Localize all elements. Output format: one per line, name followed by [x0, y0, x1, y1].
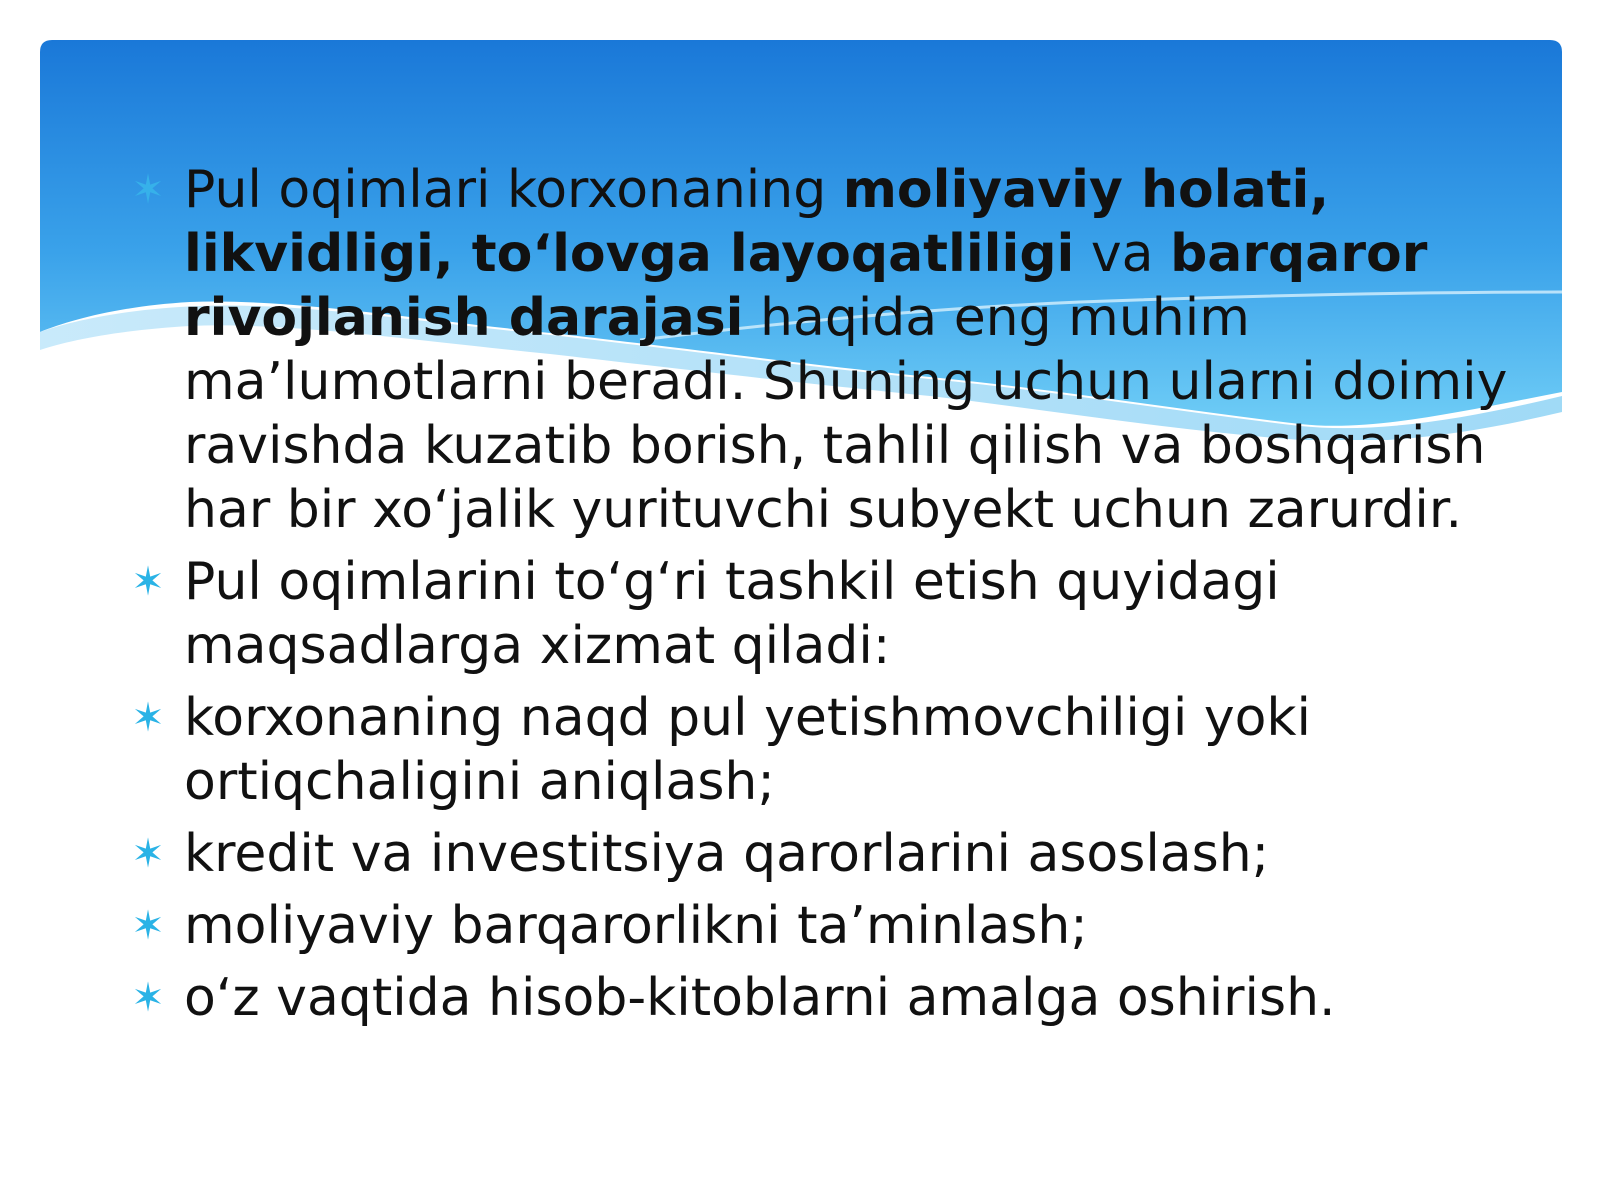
asterisk-star-icon: ✶ [131, 831, 165, 877]
list-item [130, 686, 1530, 814]
list-item [130, 822, 1530, 886]
asterisk-star-icon: ✶ [131, 903, 165, 949]
asterisk-star-icon: ✶ [131, 559, 165, 605]
list-item-text: Pul oqimlarini to‘g‘ri tashkil etish quyidagi maqsadlarga xizmat qiladi: [184, 552, 1280, 676]
bullet-list [130, 158, 1530, 1038]
list-item-text: kredit va investitsiya qarorlarini asoslash; [184, 824, 1270, 884]
list-item-intro [130, 158, 1530, 542]
list-item [130, 966, 1530, 1030]
intro-text-2: va [1074, 224, 1171, 284]
list-item-text: moliyaviy barqarorlikni ta’minlash; [184, 896, 1088, 956]
intro-bold-2: barqaror rivojlanish darajasi [184, 224, 1428, 348]
intro-bold-1: moliyaviy holati, likvidligi, to‘lovga layoqatliligi [184, 160, 1330, 284]
asterisk-star-icon: ✶ [131, 167, 165, 213]
asterisk-star-icon: ✶ [131, 695, 165, 741]
list-item [130, 894, 1530, 958]
list-item [130, 550, 1530, 678]
asterisk-star-icon: ✶ [131, 975, 165, 1021]
list-item-text: o‘z vaqtida hisob-kitoblarni amalga oshirish. [184, 968, 1336, 1028]
intro-text-3: haqida eng muhim ma’lumotlarni beradi. Shuning uchun ularni doimiy ravishda kuzatib borish, tahlil qilish va boshqarish har bir xo‘jalik yurituvchi subyekt uchun zarurdir. [184, 288, 1508, 540]
intro-text-1: Pul oqimlari korxonaning [184, 160, 843, 220]
list-item-text: korxonaning naqd pul yetishmovchiligi yoki ortiqchaligini aniqlash; [184, 688, 1311, 812]
